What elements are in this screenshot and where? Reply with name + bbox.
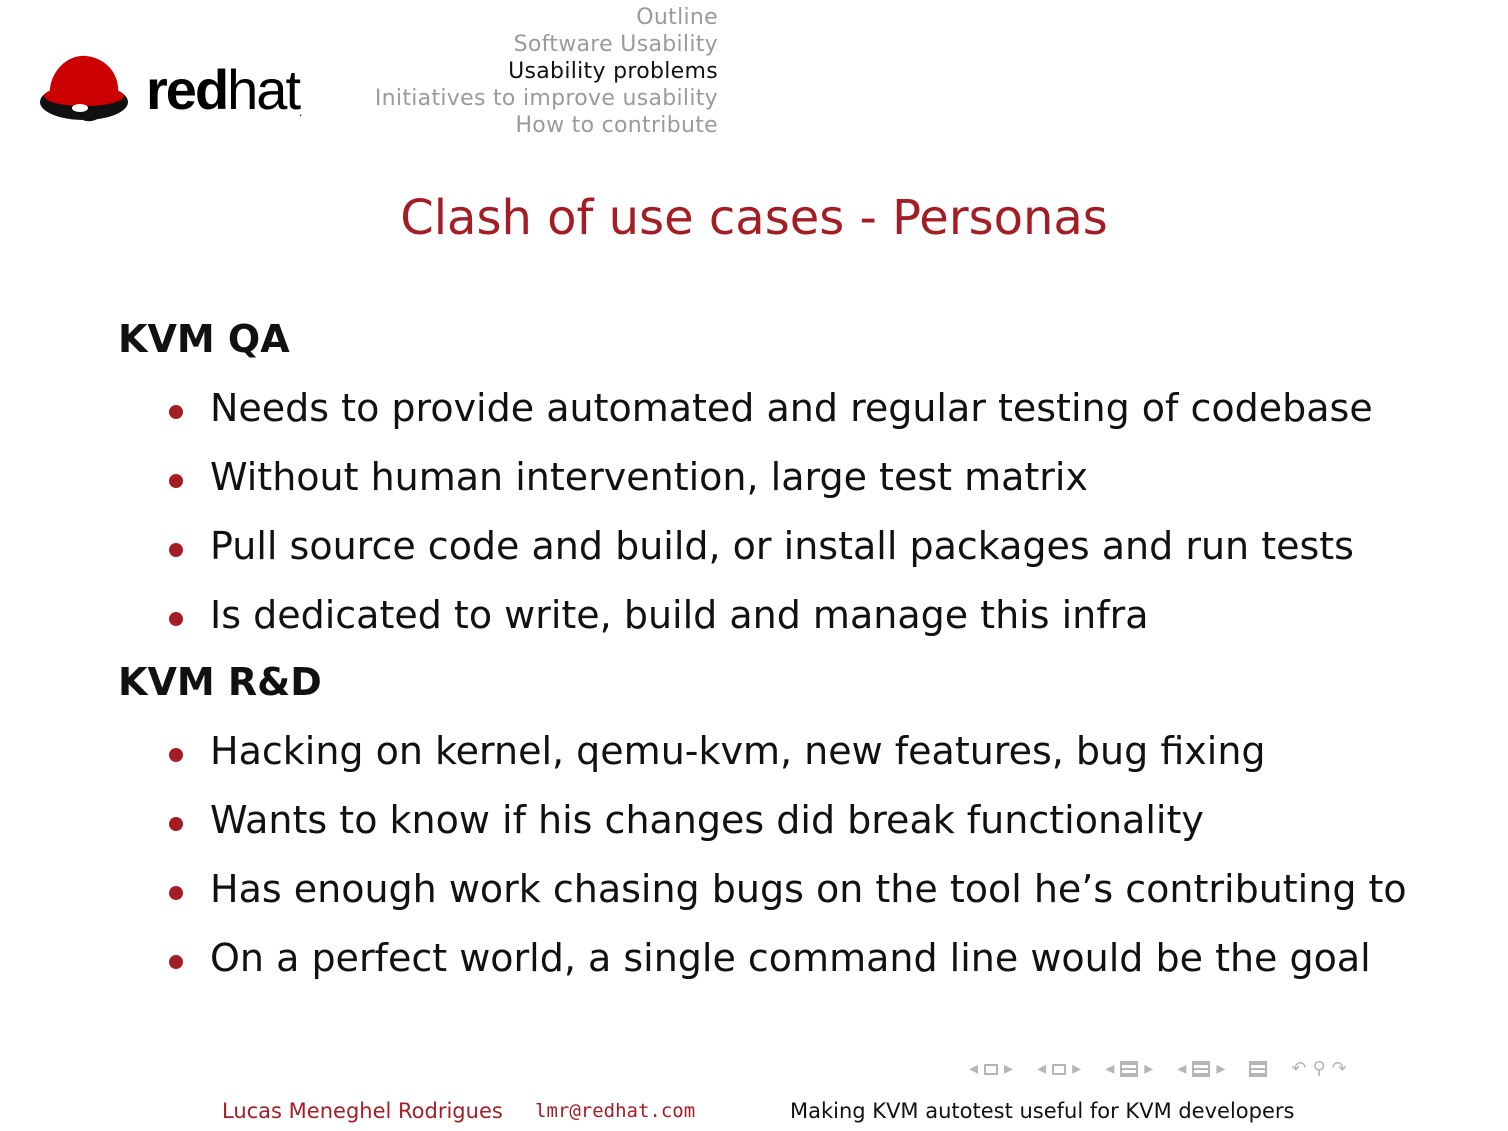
bullet-text: On a perfect world, a single command line would be the goal [210,936,1371,980]
bullet-text: Is dedicated to write, build and manage this infra [210,593,1149,637]
redo-icon[interactable]: ↷ [1331,1058,1347,1079]
subsection-icon[interactable] [1052,1064,1066,1075]
outline-item-outline[interactable]: Outline [636,5,718,30]
frame-icon[interactable] [984,1064,998,1075]
arrow-right-icon[interactable]: ▸ [1144,1058,1154,1079]
section-heading-kvm-rnd: KVM R&D [118,660,322,704]
redhat-logo [36,44,336,134]
arrow-right-icon[interactable]: ▸ [1216,1058,1226,1079]
bullet-icon [169,405,183,419]
document-nav-group [1174,1054,1228,1084]
bullet-list-kvm-rnd [160,728,1407,1004]
appendix-icon[interactable] [1249,1061,1267,1077]
bullet-text: Without human intervention, large test matrix [210,455,1088,499]
search-icon[interactable]: ⚲ [1312,1058,1326,1079]
list-item [160,935,1407,1004]
bullet-text: Hacking on kernel, qemu-kvm, new features, bug fixing [210,729,1266,773]
outline-item-software-usability[interactable]: Software Usability [513,32,718,57]
outline-item-how-to-contribute[interactable]: How to contribute [515,113,718,138]
list-item [160,866,1407,935]
redhat-shadowman-icon [36,44,132,130]
arrow-left-icon[interactable]: ◂ [1105,1058,1115,1079]
outline-item-usability-problems[interactable]: Usability problems [508,59,718,84]
arrow-right-icon[interactable]: ▸ [1072,1058,1082,1079]
bullet-icon [169,474,183,488]
list-item [160,592,1373,661]
frame-nav-group [966,1054,1016,1084]
undo-icon[interactable]: ↶ [1291,1058,1307,1079]
list-item [160,385,1373,454]
footer-talk-title: Making KVM autotest useful for KVM developers [790,1099,1295,1123]
bullet-icon [169,748,183,762]
logo-text-bold: red [146,58,228,121]
bullet-icon [169,612,183,626]
slide-title: Clash of use cases - Personas [400,190,1108,246]
subsection-nav-group [1034,1054,1084,1084]
bullet-text: Wants to know if his changes did break functionality [210,798,1204,842]
appendix-nav-group [1246,1061,1270,1077]
section-icon[interactable] [1120,1061,1138,1077]
bullet-text: Pull source code and build, or install packages and run tests [210,524,1354,568]
footer-author: Lucas Meneghel Rodrigues [222,1099,503,1123]
logo-text-light: hat [227,58,300,121]
logo-trademark: . [299,105,301,119]
bullet-icon [169,543,183,557]
bullet-list-kvm-qa [160,385,1373,661]
bullet-icon [169,817,183,831]
list-item [160,728,1407,797]
section-heading-kvm-qa: KVM QA [118,317,290,361]
bullet-text: Needs to provide automated and regular testing of codebase [210,386,1373,430]
section-nav-group [1102,1054,1156,1084]
list-item [160,454,1373,523]
arrow-left-icon[interactable]: ◂ [1037,1058,1047,1079]
bullet-text: Has enough work chasing bugs on the tool he’s contributing to [210,867,1407,911]
bullet-icon [169,886,183,900]
search-nav-group [1288,1054,1349,1084]
redhat-wordmark [146,58,301,121]
outline-item-initiatives[interactable]: Initiatives to improve usability [374,86,718,111]
document-icon[interactable] [1192,1061,1210,1077]
footer-email: lmr@redhat.com [535,1100,696,1122]
arrow-right-icon[interactable]: ▸ [1004,1058,1014,1079]
outline-navigation [375,4,718,139]
bullet-icon [169,955,183,969]
arrow-left-icon[interactable]: ◂ [1177,1058,1187,1079]
list-item [160,797,1407,866]
beamer-navigation [966,1054,1368,1084]
arrow-left-icon[interactable]: ◂ [969,1058,979,1079]
list-item [160,523,1373,592]
